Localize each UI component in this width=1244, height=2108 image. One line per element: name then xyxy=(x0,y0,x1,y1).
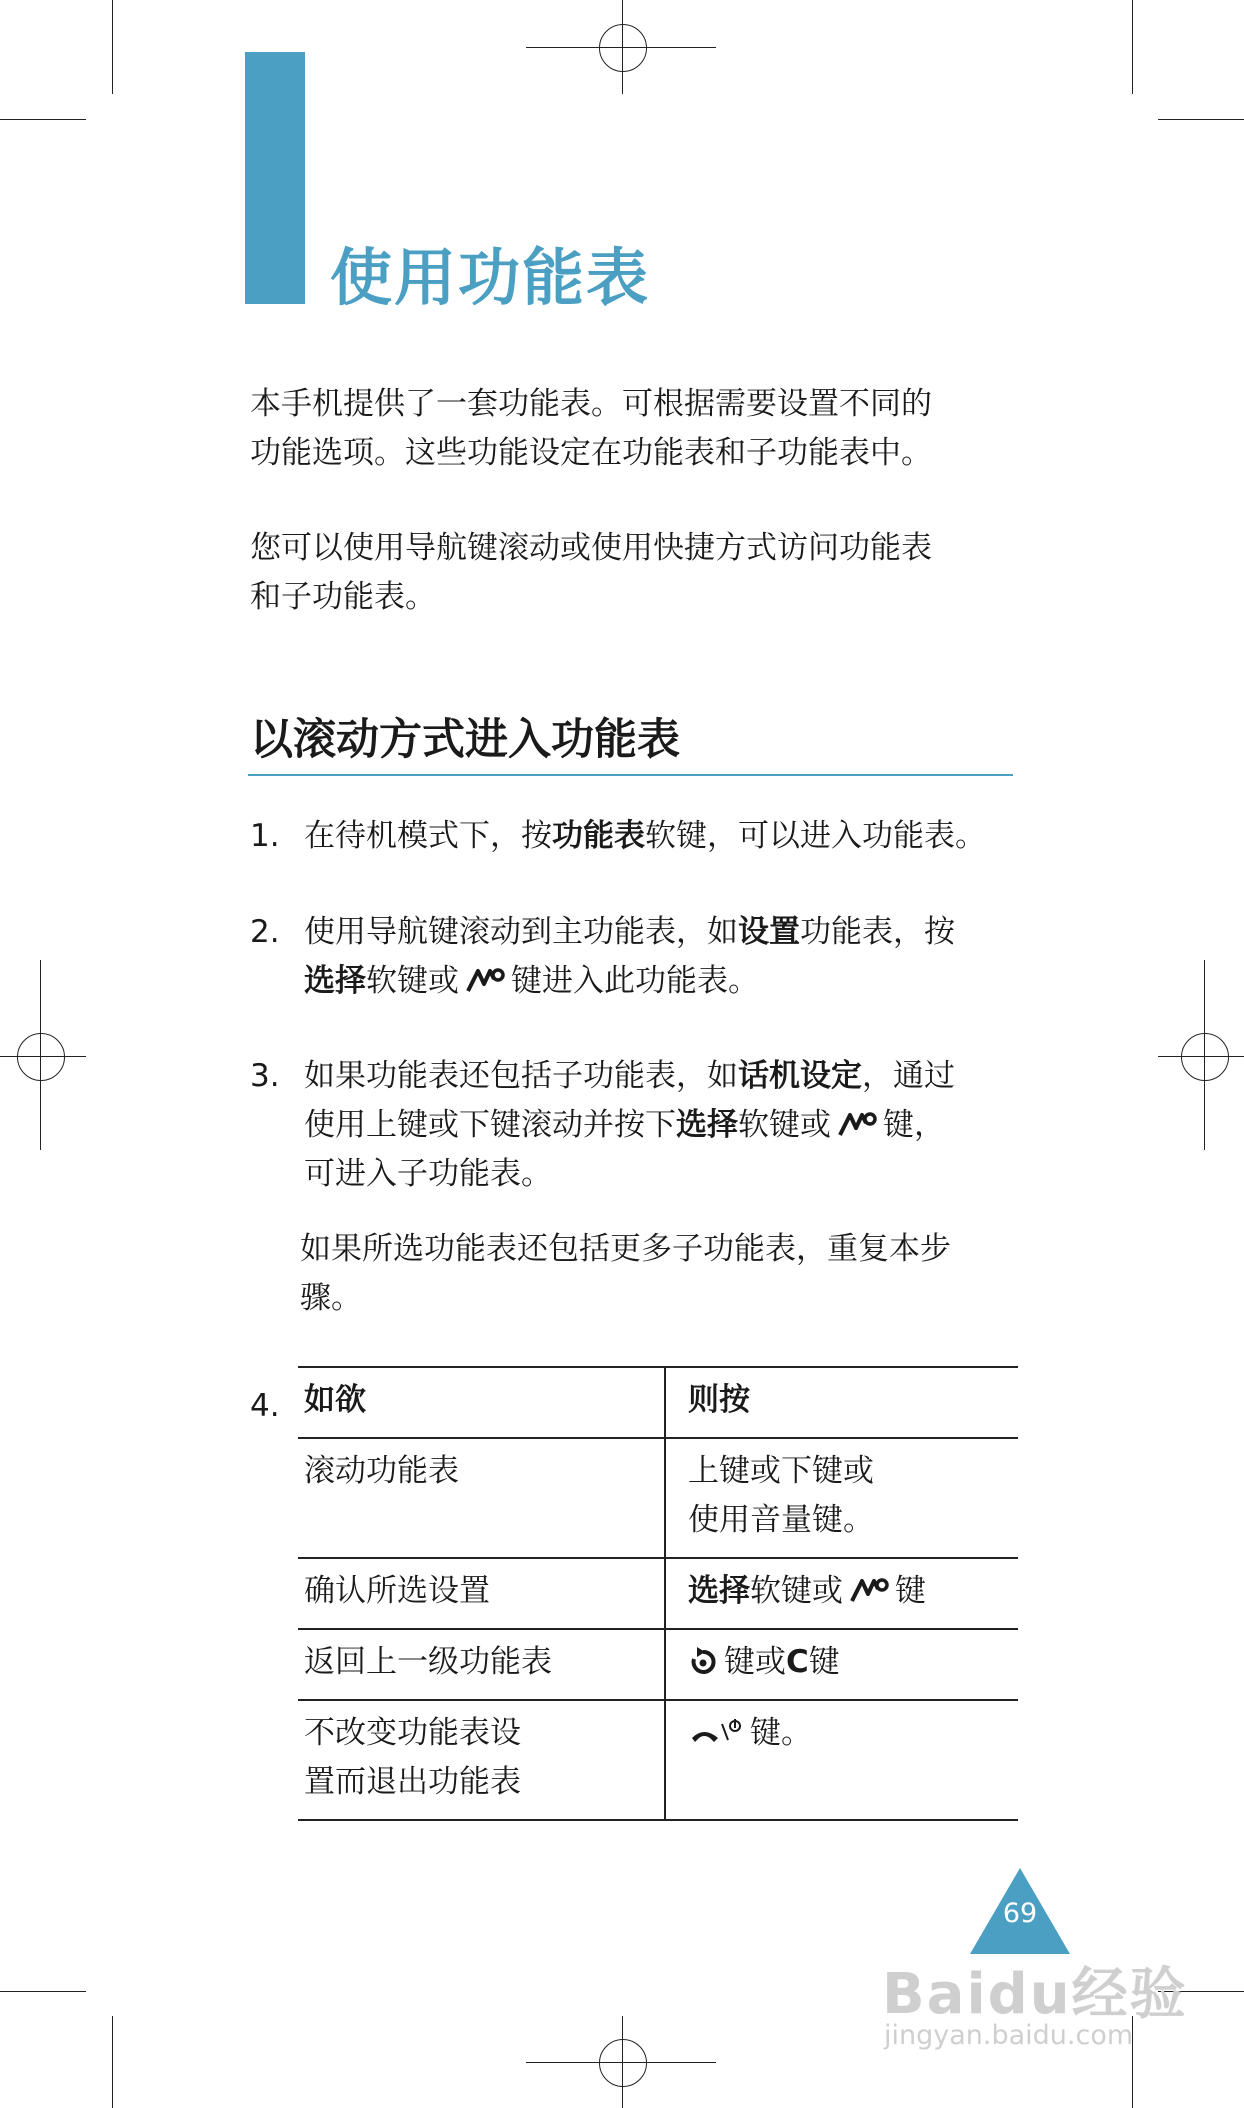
text-run: 键。 xyxy=(750,1715,812,1751)
step-number: 4. xyxy=(250,1388,280,1424)
table-row xyxy=(298,1629,1018,1700)
note-line: 骤。 xyxy=(300,1280,362,1316)
table-cell xyxy=(665,1438,1018,1558)
key-letter: C xyxy=(786,1644,809,1680)
table-cell xyxy=(665,1629,1018,1700)
text-run: 键 xyxy=(808,1644,840,1680)
cell-line: 返回上一级功能表 xyxy=(304,1644,552,1680)
text-run: 软键或 xyxy=(366,963,459,999)
registration-mark xyxy=(17,1033,65,1081)
back-key-icon xyxy=(688,1645,718,1677)
cell-line: 不改变功能表设 xyxy=(304,1715,521,1751)
cell-line: 确认所选设置 xyxy=(304,1573,490,1609)
page-number: 69 xyxy=(1002,1898,1038,1929)
text-run: 功能表，按 xyxy=(800,914,955,950)
menu-keyword: 选择 xyxy=(304,963,366,999)
table-row xyxy=(298,1700,1018,1820)
intro-line: 和子功能表。 xyxy=(250,579,436,615)
text-run: 键或 xyxy=(724,1644,786,1680)
text-run: 使用导航键滚动到主功能表，如 xyxy=(304,914,738,950)
registration-mark xyxy=(1181,1033,1229,1081)
table-header-cell: 如欲 xyxy=(298,1367,665,1438)
step-3-note xyxy=(300,1225,951,1323)
text-run: 键进入此功能表。 xyxy=(511,963,759,999)
text-run: 软键或 xyxy=(750,1573,843,1609)
table-row xyxy=(298,1438,1018,1558)
cell-line: 上键或下键或 xyxy=(688,1453,874,1489)
ok-key-icon xyxy=(849,1575,889,1605)
text-run: 键 xyxy=(895,1573,926,1609)
crop-mark xyxy=(112,2016,113,2108)
text-run: 使用上键或下键滚动并按下 xyxy=(304,1107,676,1143)
table-cell xyxy=(665,1558,1018,1629)
text-run: 如果功能表还包括子功能表，如 xyxy=(304,1058,738,1094)
note-line: 如果所选功能表还包括更多子功能表，重复本步 xyxy=(300,1231,951,1267)
table-cell xyxy=(298,1438,665,1558)
step-number: 2. xyxy=(250,914,280,950)
step-text xyxy=(304,908,955,1006)
intro-paragraph-1 xyxy=(250,380,932,478)
table-cell xyxy=(298,1629,665,1700)
crop-mark xyxy=(1132,0,1133,94)
menu-keyword: 话机设定 xyxy=(738,1058,862,1094)
text-run: 在待机模式下，按 xyxy=(304,818,552,854)
registration-mark xyxy=(599,24,647,72)
text-run: 软键或 xyxy=(738,1107,831,1143)
ok-key-icon xyxy=(837,1109,877,1139)
title-accent-bar xyxy=(245,52,305,304)
crop-mark xyxy=(1158,119,1244,120)
table-cell xyxy=(298,1558,665,1629)
intro-line: 您可以使用导航键滚动或使用快捷方式访问功能表 xyxy=(250,530,932,566)
table-header-cell: 则按 xyxy=(665,1367,1018,1438)
crop-mark xyxy=(112,0,113,94)
page-title: 使用功能表 xyxy=(330,241,651,314)
registration-mark xyxy=(599,2039,647,2087)
section-title: 以滚动方式进入功能表 xyxy=(250,715,680,765)
step-text xyxy=(304,812,986,861)
menu-keyword: 设置 xyxy=(738,914,800,950)
intro-line: 功能选项。这些功能设定在功能表和子功能表中。 xyxy=(250,435,932,471)
step-text xyxy=(304,1052,955,1199)
text-run: 可进入子功能表。 xyxy=(304,1156,552,1192)
menu-keyword: 选择 xyxy=(688,1573,750,1609)
table-header-row xyxy=(298,1367,1018,1438)
menu-keyword: 选择 xyxy=(676,1107,738,1143)
step-number: 1. xyxy=(250,818,280,854)
cell-line: 使用音量键。 xyxy=(688,1502,874,1538)
menu-keyword: 功能表 xyxy=(552,818,645,854)
section-divider xyxy=(248,774,1013,776)
watermark-logo: Baidu经验 xyxy=(882,1962,1188,2027)
end-power-key-icon xyxy=(688,1716,744,1748)
key-function-table xyxy=(298,1366,1018,1821)
watermark-url: jingyan.baidu.com xyxy=(884,2020,1134,2051)
cell-line: 置而退出功能表 xyxy=(304,1764,521,1800)
crop-mark xyxy=(0,119,86,120)
crop-mark xyxy=(0,1991,86,1992)
text-run: 键， xyxy=(883,1107,945,1143)
text-run: 软键，可以进入功能表。 xyxy=(645,818,986,854)
table-cell xyxy=(298,1700,665,1820)
cell-line: 滚动功能表 xyxy=(304,1453,459,1489)
intro-line: 本手机提供了一套功能表。可根据需要设置不同的 xyxy=(250,386,932,422)
intro-paragraph-2 xyxy=(250,524,932,622)
text-run: ，通过 xyxy=(862,1058,955,1094)
ok-key-icon xyxy=(465,965,505,995)
table-row xyxy=(298,1558,1018,1629)
step-number: 3. xyxy=(250,1058,280,1094)
table-cell xyxy=(665,1700,1018,1820)
